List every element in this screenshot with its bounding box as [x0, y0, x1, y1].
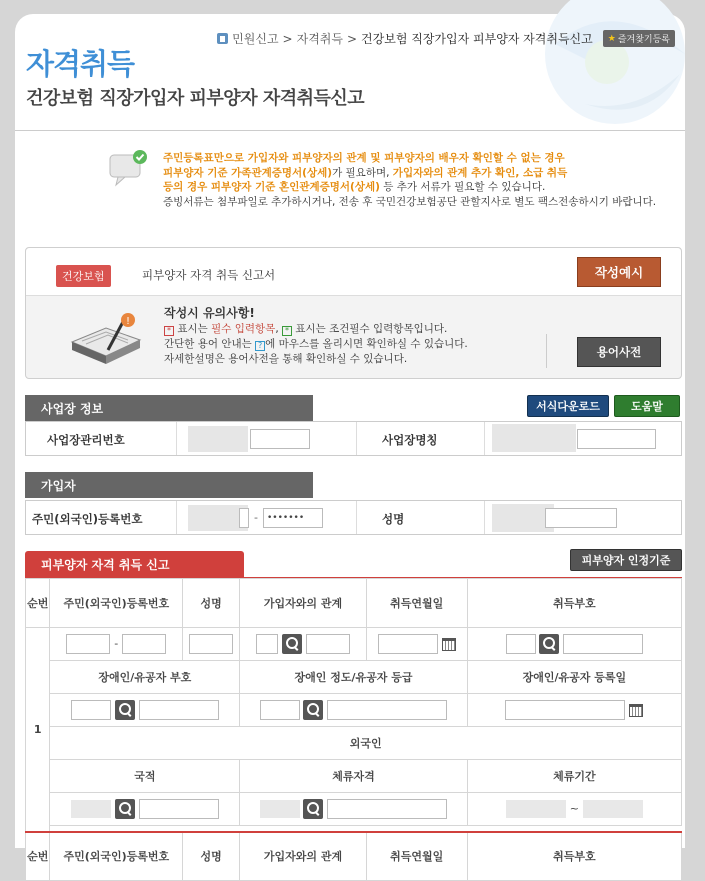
acq-code-cell [467, 628, 681, 661]
col-relation: 가입자와의 관계 [240, 832, 367, 881]
speech-bubble-check-icon [108, 149, 148, 189]
col-rrn: 주민(외국인)등록번호 [50, 579, 183, 628]
conditional-mark-icon: * [282, 326, 292, 336]
rrn-dash: - [254, 511, 258, 524]
table-row [26, 628, 682, 661]
disabled-code-input[interactable] [71, 700, 111, 720]
cell-divider [356, 422, 357, 455]
col-name: 성명 [183, 579, 240, 628]
masked-value [188, 426, 248, 452]
notice-marriage-cert: 등의 경우 피부양자 기준 혼인관계증명서(상세) [163, 181, 380, 193]
divider [15, 130, 685, 131]
col-acq-code: 취득부호 [467, 579, 681, 628]
dependent-table [25, 578, 682, 881]
add-favorite-label: 즐겨찾기등록 [617, 35, 670, 45]
foreigner-label: 외국인 [50, 727, 682, 760]
workplace-mgmt-no-input[interactable] [250, 429, 310, 449]
caution-required-mid: , [275, 323, 282, 335]
form-info-box [25, 247, 682, 379]
col-acq-date: 취득연월일 [366, 579, 467, 628]
example-button[interactable]: 작성예시 [577, 257, 661, 287]
relation-code-input[interactable] [256, 634, 278, 654]
workplace-mgmt-no-label: 사업장관리번호 [47, 433, 125, 447]
stay-status-label: 체류자격 [240, 760, 468, 793]
nationality-name-input[interactable] [139, 799, 219, 819]
breadcrumb-current: 건강보험 직장가입자 피부양자 자격취득신고 [361, 32, 593, 46]
relation-cell [240, 628, 367, 661]
rrn-dash: - [114, 637, 119, 650]
caution-text [164, 306, 468, 367]
required-mark-icon: * [164, 326, 174, 336]
form-download-button[interactable]: 서식다운로드 [527, 395, 609, 417]
notice-text [163, 151, 683, 209]
rrn-cell [50, 628, 183, 661]
disabled-date-cell [467, 694, 681, 727]
acq-code-search-icon[interactable] [539, 634, 559, 654]
disabled-grade-search-icon[interactable] [303, 700, 323, 720]
workplace-info-row [25, 421, 682, 456]
disabled-grade-input[interactable] [260, 700, 300, 720]
disabled-code-cell [50, 694, 240, 727]
tilde: ~ [569, 802, 579, 815]
add-favorite-button[interactable] [603, 30, 675, 47]
nationality-search-icon[interactable] [115, 799, 135, 819]
col-seq: 순번 [26, 832, 50, 881]
caution-term-suffix: 에 마우스를 올리시면 확인하실 수 있습니다. [265, 338, 468, 350]
caution-title: 작성시 유의사항! [164, 306, 255, 320]
calendar-icon[interactable] [629, 704, 643, 717]
disabled-code-search-icon[interactable] [115, 700, 135, 720]
table-row [26, 727, 682, 760]
table-row [26, 760, 682, 793]
row-number: 1 [26, 628, 50, 832]
caution-required-prefix: 표시는 [174, 323, 212, 335]
form-info-header [26, 248, 681, 296]
subscriber-rrn-front-input[interactable] [239, 508, 249, 528]
home-icon[interactable] [217, 33, 228, 44]
cell-divider [176, 422, 177, 455]
col-acq-date: 취득연월일 [366, 832, 467, 881]
dictionary-button[interactable]: 용어사전 [577, 337, 661, 367]
name-cell [183, 628, 240, 661]
dependent-section-header: 피부양자 자격 취득 신고 [25, 551, 244, 577]
table-row [26, 793, 682, 826]
stay-status-search-icon[interactable] [303, 799, 323, 819]
svg-text:!: ! [125, 316, 131, 327]
breadcrumb-separator: > [346, 31, 358, 46]
notice-line3-rest: 등 추가 서류가 필요할 수 있습니다. [379, 181, 546, 193]
masked-value [492, 424, 576, 452]
dependent-rrn-back-input[interactable] [122, 634, 166, 654]
table-row [26, 661, 682, 694]
stay-status-name-input[interactable] [327, 799, 447, 819]
cell-divider [176, 501, 177, 534]
page-container [15, 14, 685, 864]
cell-divider [484, 501, 485, 534]
table-header-row [26, 832, 682, 881]
disabled-date-input[interactable] [505, 700, 625, 720]
col-acq-code: 취득부호 [467, 832, 681, 881]
caution-conditional-text: 표시는 조건필수 입력항목입니다. [292, 323, 448, 335]
table-header-row [26, 579, 682, 628]
dependent-criteria-button[interactable]: 피부양자 인정기준 [570, 549, 682, 571]
disabled-grade-cell [240, 694, 468, 727]
dependent-rrn-front-input[interactable] [66, 634, 110, 654]
table-row [26, 694, 682, 727]
subscriber-rrn-label: 주민(외국인)등록번호 [32, 512, 143, 526]
disabled-code-name-input[interactable] [139, 700, 219, 720]
nationality-cell [50, 793, 240, 826]
acq-date-input[interactable] [378, 634, 438, 654]
background-emblem-icon [515, 4, 705, 134]
dependent-name-input[interactable] [189, 634, 233, 654]
col-relation: 가입자와의 관계 [240, 579, 367, 628]
col-seq: 순번 [26, 579, 50, 628]
breadcrumb-level2[interactable]: 자격취득 [296, 32, 343, 46]
notice-line1: 주민등록표만으로 가입자와 피부양자의 관계 및 피부양자의 배우자 확인할 수 없는 경우 [163, 152, 565, 164]
breadcrumb-home[interactable]: 민원신고 [232, 32, 279, 46]
disabled-grade-label: 장애인 정도/유공자 등급 [240, 661, 468, 694]
acq-date-cell [366, 628, 467, 661]
workplace-section-header: 사업장 정보 [25, 395, 313, 421]
breadcrumb-separator: > [282, 31, 293, 46]
breadcrumb [217, 30, 675, 47]
relation-search-icon[interactable] [282, 634, 302, 654]
acq-code-name-input[interactable] [563, 634, 643, 654]
col-name: 성명 [183, 832, 240, 881]
disabled-code-label: 장애인/유공자 부호 [50, 661, 240, 694]
subscriber-rrn-back-input[interactable]: ••••••• [263, 508, 323, 528]
insurance-type-badge: 건강보험 [56, 265, 111, 287]
stay-status-code-input[interactable] [260, 800, 300, 818]
page-title: 자격취득 [26, 47, 135, 81]
cell-divider [484, 422, 485, 455]
subscriber-section-header: 가입자 [25, 472, 313, 498]
calendar-icon[interactable] [442, 638, 456, 651]
stay-period-cell [467, 793, 681, 826]
disabled-date-label: 장애인/유공자 등록일 [467, 661, 681, 694]
star-icon: ★ [607, 33, 616, 44]
workplace-name-input[interactable] [577, 429, 656, 449]
notice-line2-extra: 가입자와의 관계 추가 확인, 소급 취득 [392, 166, 568, 179]
caution-detail: 자세한설명은 용어사전을 통해 확인하실 수 있습니다. [164, 353, 408, 365]
help-button[interactable]: 도움말 [614, 395, 680, 417]
disabled-grade-name-input[interactable] [327, 700, 447, 720]
stay-start-input[interactable] [506, 800, 566, 818]
notice-family-cert: 피부양자 기준 가족관계증명서(상세) [163, 166, 333, 179]
notice-line2-mid: 가 필요하며, [332, 166, 393, 179]
nationality-label: 국적 [50, 760, 240, 793]
stay-end-input[interactable] [583, 800, 643, 818]
relation-name-input[interactable] [306, 634, 350, 654]
acq-code-input[interactable] [506, 634, 536, 654]
subscriber-name-input[interactable] [545, 508, 617, 528]
subscriber-name-label: 성명 [382, 512, 405, 526]
stay-period-label: 체류기간 [467, 760, 681, 793]
form-name: 피부양자 자격 취득 신고서 [142, 268, 276, 282]
workplace-name-label: 사업장명칭 [382, 433, 438, 447]
stay-status-cell [240, 793, 468, 826]
cell-divider [356, 501, 357, 534]
nationality-code-input[interactable] [71, 800, 111, 818]
caution-term-prefix: 간단한 용어 안내는 [164, 338, 256, 350]
col-rrn: 주민(외국인)등록번호 [50, 832, 183, 881]
caution-required-label: 필수 입력항목 [211, 323, 276, 335]
vertical-divider [546, 334, 547, 368]
help-question-icon: ? [255, 341, 265, 351]
subscriber-info-row [25, 500, 682, 535]
notice-line4: 증빙서류는 첨부파일로 추가하시거나, 전송 후 국민건강보험공단 관할지사로 별도 팩스전송하시기 바랍니다. [163, 195, 657, 208]
document-pen-icon [66, 310, 146, 370]
page-subtitle: 건강보험 직장가입자 피부양자 자격취득신고 [26, 88, 365, 109]
